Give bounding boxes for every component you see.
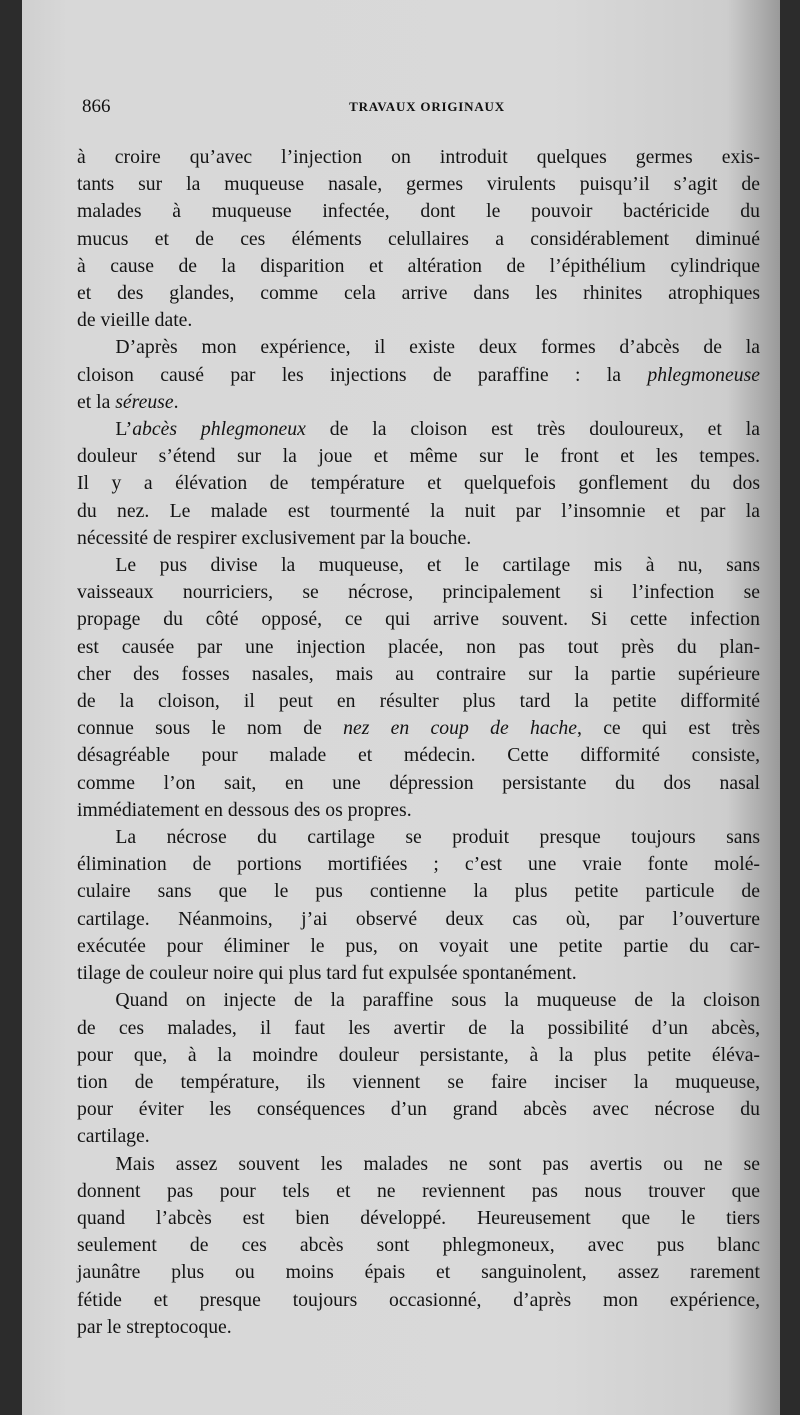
text-run: Quand on injecte de la paraffine sous la muqueuse de la cloison	[115, 989, 760, 1012]
text-run: Mais assez souvent les malades ne sont pas avertis ou ne se	[115, 1152, 760, 1175]
text-run: vaisseaux nourriciers, se nécrose, principalement si l’infection se	[77, 581, 760, 604]
text-line	[77, 389, 760, 416]
text-line	[77, 715, 760, 742]
text-run: L’	[115, 418, 133, 441]
text-run: comme l’on sait, en une dépression persistante du dos nasal	[77, 771, 760, 794]
text-run: connue sous le nom de	[77, 717, 344, 740]
text-run: D’après mon expérience, il existe deux formes d’abcès de la	[115, 336, 760, 359]
text-line	[77, 144, 760, 171]
text-line	[77, 933, 760, 960]
text-line	[77, 334, 760, 361]
text-run: fétide et presque toujours occasionné, d’après mon expérience,	[77, 1288, 760, 1311]
text-run: douleur s’étend sur la joue et même sur le front et les tempes.	[77, 445, 760, 468]
paragraph	[77, 416, 760, 552]
text-run: du nez. Le malade est tourmenté la nuit par l’insomnie et par la	[77, 499, 760, 522]
text-line	[77, 307, 760, 334]
text-run: et des glandes, comme cela arrive dans les rhinites atrophiques	[77, 282, 760, 305]
text-line	[77, 416, 760, 443]
text-run: de vieille date.	[77, 309, 193, 332]
text-run: seulement de ces abcès sont phlegmoneux, avec pus blanc	[77, 1234, 760, 1257]
text-run: élimination de portions mortifiées ; c’est une vraie fonte molé-	[77, 853, 760, 876]
page-header	[82, 96, 772, 124]
text-line	[77, 906, 760, 933]
text-line	[77, 1232, 760, 1259]
text-line	[77, 878, 760, 905]
text-run: , ce qui est très	[576, 717, 761, 740]
italic-run: nez en coup de hache	[343, 717, 577, 740]
text-run: nécessité de respirer exclusivement par la bouche.	[77, 526, 472, 549]
text-run: La nécrose du cartilage se produit presque toujours sans	[115, 826, 760, 849]
paragraph	[77, 144, 760, 334]
text-run: par le streptocoque.	[77, 1315, 232, 1338]
page-number: 866	[82, 96, 111, 117]
text-run: Il y a élévation de température et quelquefois gonflement du dos	[77, 472, 760, 495]
paragraph	[77, 334, 760, 416]
text-run: culaire sans que le pus contienne la plus petite particule de	[77, 880, 760, 903]
text-run: donnent pas pour tels et ne reviennent pas nous trouver que	[77, 1179, 760, 1202]
text-line	[77, 661, 760, 688]
text-run: Le pus divise la muqueuse, et le cartilage mis à nu, sans	[115, 554, 760, 577]
text-run: tion de température, ils viennent se faire inciser la muqueuse,	[77, 1070, 760, 1093]
text-line	[77, 770, 760, 797]
text-line	[77, 1259, 760, 1286]
text-run: de ces malades, il faut les avertir de la possibilité d’un abcès,	[77, 1016, 760, 1039]
text-line	[77, 198, 760, 225]
text-run: exécutée pour éliminer le pus, on voyait une petite partie du car-	[77, 934, 760, 957]
text-run: pour éviter les conséquences d’un grand abcès avec nécrose du	[77, 1098, 760, 1121]
text-line	[77, 253, 760, 280]
text-run: cartilage.	[77, 1125, 150, 1148]
text-line	[77, 1287, 760, 1314]
text-run: de la cloison, il peut en résulter plus tard la petite difformité	[77, 690, 760, 713]
text-line	[77, 1314, 760, 1341]
text-line	[77, 824, 760, 851]
body-text	[77, 144, 760, 1341]
text-line	[77, 606, 760, 633]
italic-run: séreuse	[115, 390, 174, 413]
text-line	[77, 470, 760, 497]
text-line	[77, 1151, 760, 1178]
text-run: à cause de la disparition et altération de l’épithélium cylindrique	[77, 254, 760, 277]
text-line	[77, 498, 760, 525]
text-run: quand l’abcès est bien développé. Heureusement que le tiers	[77, 1206, 760, 1229]
text-line	[77, 987, 760, 1014]
text-run: cloison causé par les injections de paraffine : la	[77, 363, 648, 386]
text-line	[77, 280, 760, 307]
text-line	[77, 525, 760, 552]
text-run: à croire qu’avec l’injection on introduit quelques germes exis-	[77, 146, 760, 168]
text-line	[77, 171, 760, 198]
text-line	[77, 851, 760, 878]
text-run: cher des fosses nasales, mais au contraire sur la partie supérieure	[77, 662, 760, 685]
text-line	[77, 1069, 760, 1096]
text-run: désagréable pour malade et médecin. Cette difformité consiste,	[77, 744, 760, 767]
text-run: et la	[77, 390, 116, 413]
text-run: mucus et de ces éléments celullaires a considérablement diminué	[77, 227, 760, 250]
text-run: immédiatement en dessous des os propres.	[77, 798, 412, 821]
text-line	[77, 1178, 760, 1205]
text-line	[77, 1015, 760, 1042]
text-line	[77, 226, 760, 253]
italic-run: phlegmoneuse	[647, 363, 760, 386]
paragraph	[77, 987, 760, 1150]
text-run: jaunâtre plus ou moins épais et sanguinolent, assez rarement	[77, 1261, 760, 1284]
text-run: cartilage. Néanmoins, j’ai observé deux cas où, par l’ouverture	[77, 907, 760, 930]
text-line	[77, 1205, 760, 1232]
text-line	[77, 960, 760, 987]
text-line	[77, 688, 760, 715]
text-line	[77, 1042, 760, 1069]
paragraph	[77, 1151, 760, 1341]
running-title: TRAVAUX ORIGINAUX	[349, 99, 505, 114]
text-line	[77, 579, 760, 606]
text-line	[77, 1096, 760, 1123]
text-line	[77, 552, 760, 579]
text-line	[77, 1123, 760, 1150]
italic-run: abcès phlegmoneux	[132, 418, 306, 441]
text-run: tants sur la muqueuse nasale, germes virulents puisqu’il s’agit de	[77, 173, 760, 196]
text-line	[77, 443, 760, 470]
book-page	[22, 0, 780, 1415]
text-run: .	[173, 390, 179, 413]
paragraph	[77, 824, 760, 987]
text-run: malades à muqueuse infectée, dont le pouvoir bactéricide du	[77, 200, 760, 223]
paragraph	[77, 552, 760, 824]
text-line	[77, 742, 760, 769]
text-run: pour que, à la moindre douleur persistante, à la plus petite éléva-	[77, 1043, 760, 1066]
text-run: est causée par une injection placée, non pas tout près du plan-	[77, 635, 760, 658]
text-line	[77, 634, 760, 661]
text-line	[77, 797, 760, 824]
text-run: tilage de couleur noire qui plus tard fut expulsée spontanément.	[77, 962, 577, 985]
text-run: de la cloison est très douloureux, et la	[305, 418, 760, 441]
text-line	[77, 362, 760, 389]
text-run: propage du côté opposé, ce qui arrive souvent. Si cette infection	[77, 608, 760, 631]
